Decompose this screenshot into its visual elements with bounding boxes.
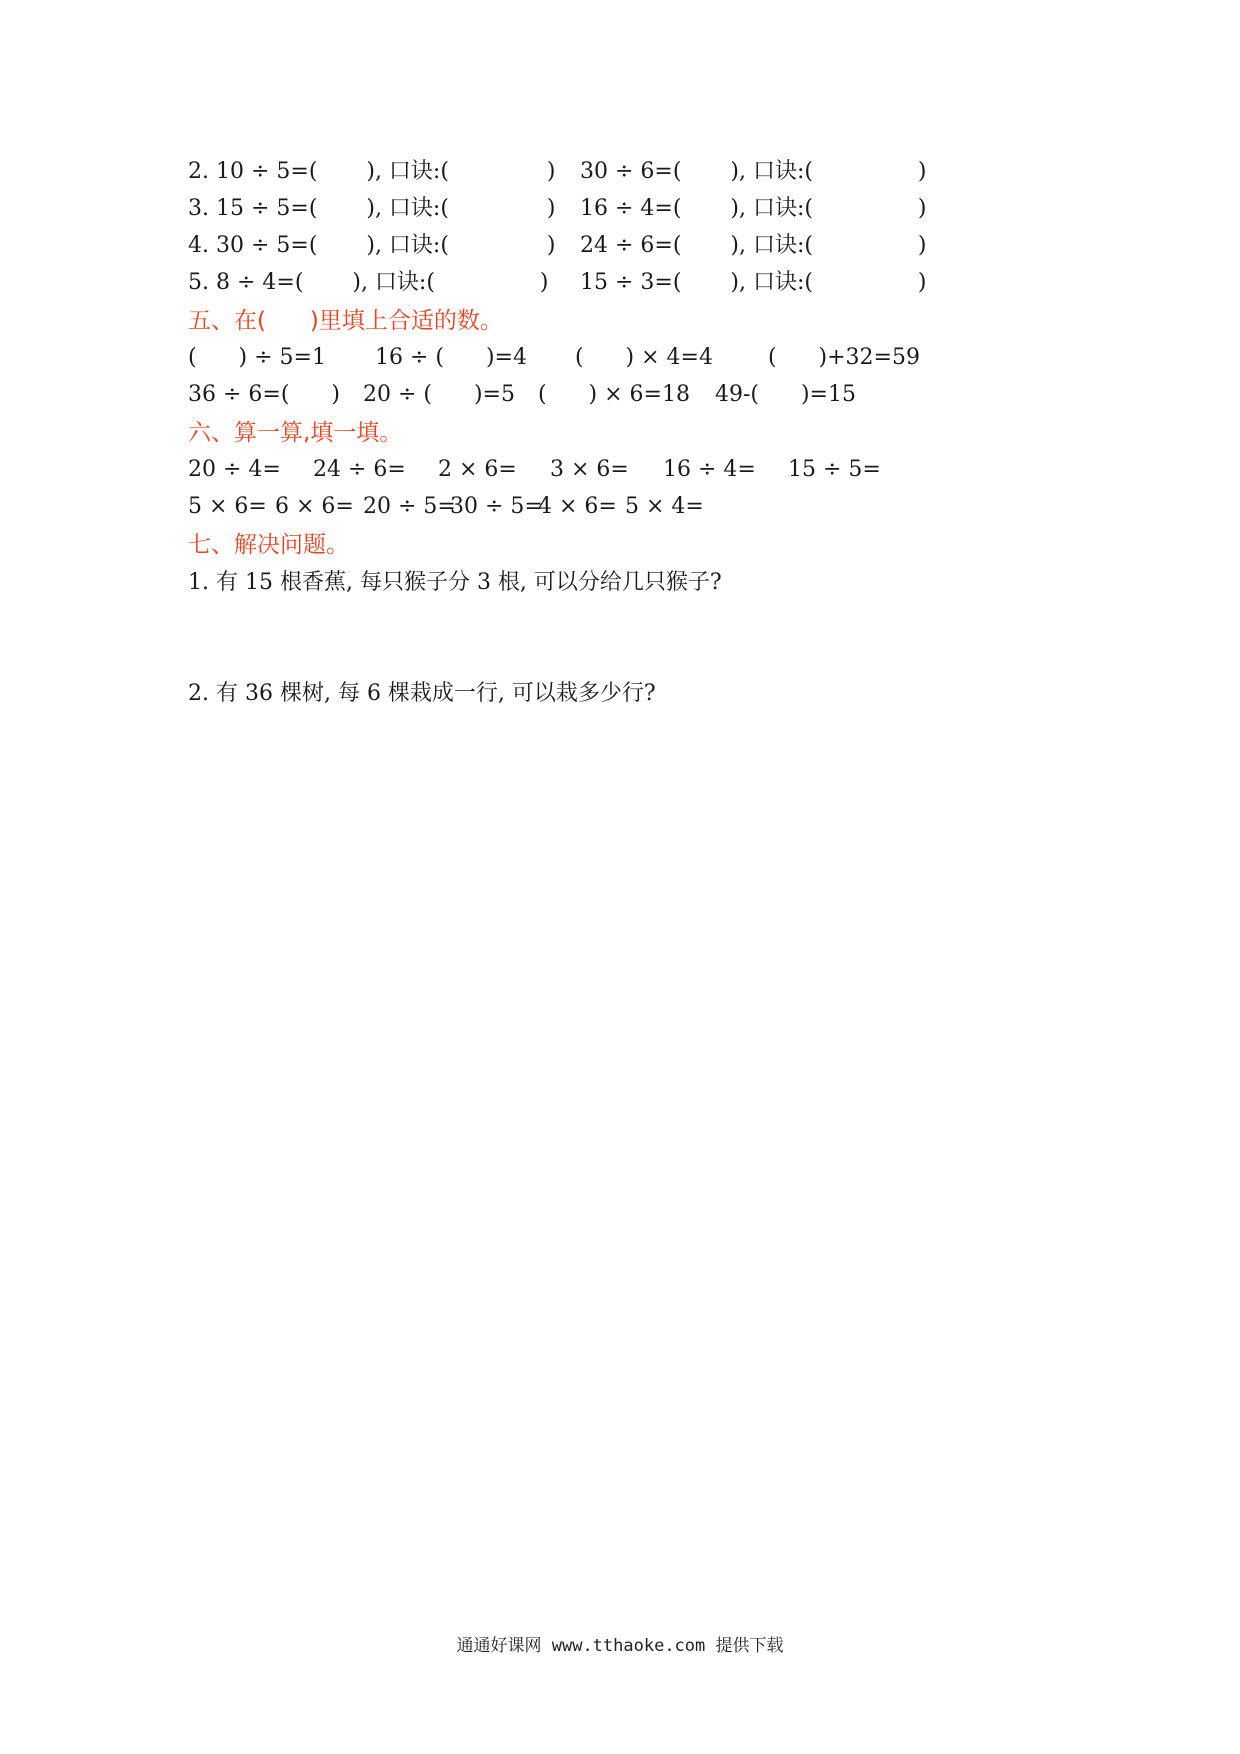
calc-item: 5 × 4= (625, 494, 704, 519)
fill-blank-item: 49-( )=15 (715, 382, 856, 407)
section-heading-5: 五、在( )里填上合适的数。 (188, 308, 503, 334)
calc-item: 30 ÷ 5= (450, 494, 543, 519)
division-row (188, 193, 927, 225)
fill-blank-item: ( ) ÷ 5=1 (188, 345, 326, 370)
division-row (188, 230, 927, 262)
calc-row (188, 454, 881, 486)
section-heading-7: 七、解决问题。 (188, 532, 349, 558)
fill-blank-item: ( ) × 4=4 (575, 345, 713, 370)
footer-text: 通通好课网 www.tthaoke.com 提供下载 (456, 1636, 784, 1656)
division-item-left: 5. 8 ÷ 4=( ), 口诀:( ) (188, 270, 549, 295)
calc-item: 16 ÷ 4= (663, 457, 756, 482)
calc-item: 20 ÷ 5= (363, 494, 456, 519)
division-item-right: 30 ÷ 6=( ), 口诀:( ) (580, 159, 927, 184)
section-heading-6: 六、算一算,填一填。 (188, 420, 403, 446)
division-item-left: 2. 10 ÷ 5=( ), 口诀:( ) (188, 159, 556, 184)
fill-blank-row (188, 379, 856, 411)
calc-item: 5 × 6= (188, 494, 267, 519)
division-item-right: 24 ÷ 6=( ), 口诀:( ) (580, 233, 927, 258)
division-item-right: 16 ÷ 4=( ), 口诀:( ) (580, 196, 927, 221)
calc-item: 4 × 6= (538, 494, 617, 519)
calc-item: 3 × 6= (550, 457, 629, 482)
division-item-right: 15 ÷ 3=( ), 口诀:( ) (580, 270, 927, 295)
calc-item: 24 ÷ 6= (313, 457, 406, 482)
division-item-left: 4. 30 ÷ 5=( ), 口诀:( ) (188, 233, 556, 258)
calc-item: 2 × 6= (438, 457, 517, 482)
division-item-left: 3. 15 ÷ 5=( ), 口诀:( ) (188, 196, 556, 221)
fill-blank-item: 20 ÷ ( )=5 (363, 382, 515, 407)
word-problem-1: 1. 有 15 根香蕉, 每只猴子分 3 根, 可以分给几只猴子? (188, 570, 722, 595)
fill-blank-item: ( )+32=59 (768, 345, 920, 370)
fill-blank-item: ( ) × 6=18 (538, 382, 690, 407)
division-row (188, 156, 927, 188)
fill-blank-row (188, 342, 920, 374)
calc-item: 20 ÷ 4= (188, 457, 281, 482)
calc-row (188, 491, 704, 523)
fill-blank-item: 16 ÷ ( )=4 (375, 345, 527, 370)
fill-blank-item: 36 ÷ 6=( ) (188, 382, 340, 407)
division-row (188, 267, 927, 299)
word-problem-2: 2. 有 36 棵树, 每 6 棵栽成一行, 可以栽多少行? (188, 681, 656, 706)
calc-item: 15 ÷ 5= (788, 457, 881, 482)
calc-item: 6 × 6= (275, 494, 354, 519)
